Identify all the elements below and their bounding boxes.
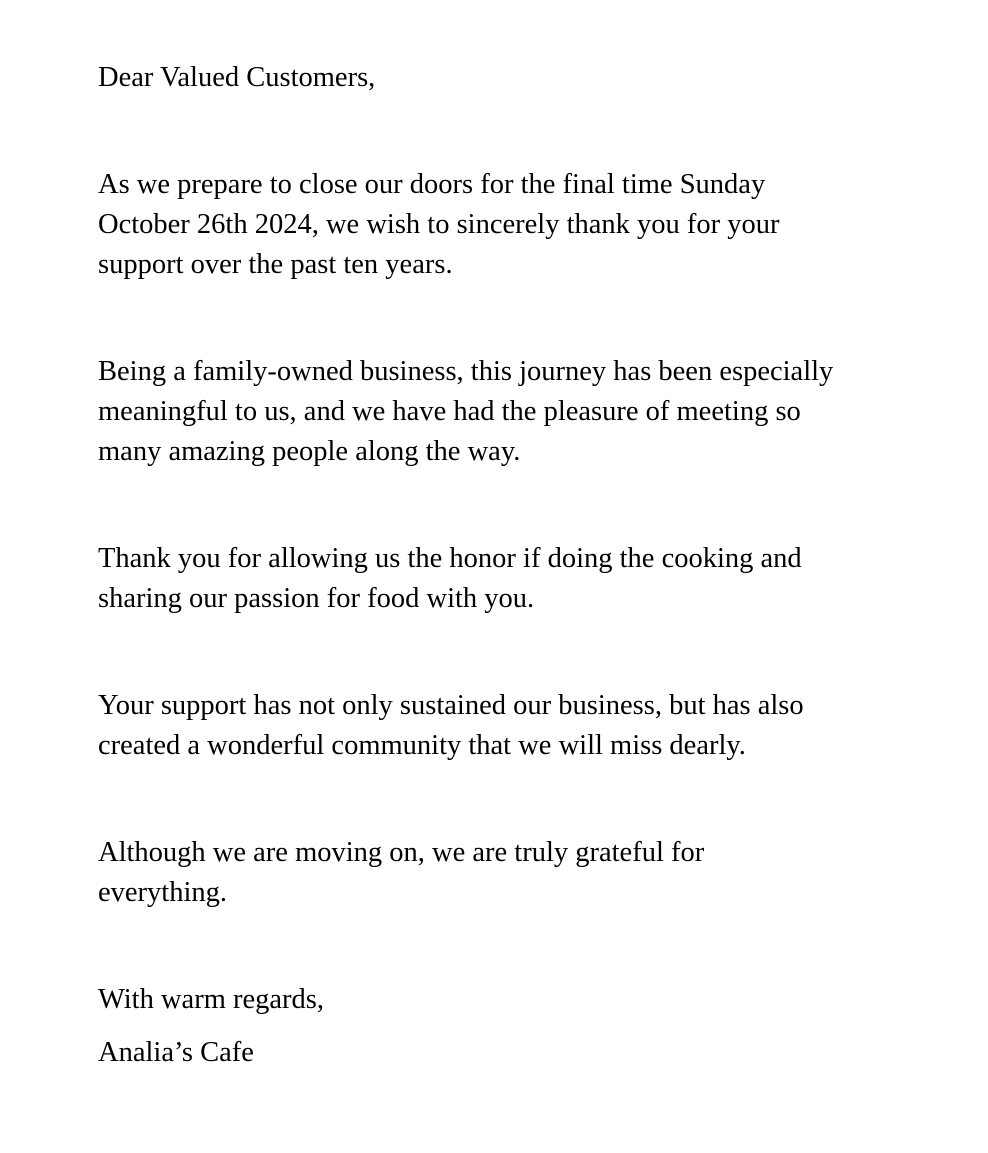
- paragraph-closing-announcement: [98, 165, 918, 285]
- paragraph-line: meaningful to us, and we have had the pleasure of meeting so: [98, 396, 801, 427]
- salutation: Dear Valued Customers,: [98, 62, 376, 93]
- paragraph-line: sharing our passion for food with you.: [98, 583, 535, 614]
- paragraph-line: Your support has not only sustained our business, but has also: [98, 690, 804, 721]
- paragraph-thank-you: [98, 539, 918, 619]
- letter-body: [98, 58, 918, 1073]
- paragraph-grateful: [98, 833, 918, 913]
- paragraph-line: Being a family-owned business, this journey has been especially: [98, 356, 834, 387]
- paragraph-line: Thank you for allowing us the honor if doing the cooking and: [98, 543, 802, 574]
- paragraph-line: As we prepare to close our doors for the final time Sunday: [98, 169, 766, 200]
- closing: With warm regards,: [98, 984, 324, 1015]
- paragraph-community: [98, 686, 918, 766]
- paragraph-line: support over the past ten years.: [98, 249, 453, 280]
- paragraph-line: October 26th 2024, we wish to sincerely thank you for your: [98, 209, 780, 240]
- paragraph-line: created a wonderful community that we will miss dearly.: [98, 730, 746, 761]
- paragraph-family-business: [98, 352, 918, 472]
- signature: Analia’s Cafe: [98, 1037, 254, 1068]
- paragraph-line: many amazing people along the way.: [98, 436, 521, 467]
- paragraph-line: Although we are moving on, we are truly grateful for: [98, 837, 705, 868]
- paragraph-line: everything.: [98, 877, 228, 908]
